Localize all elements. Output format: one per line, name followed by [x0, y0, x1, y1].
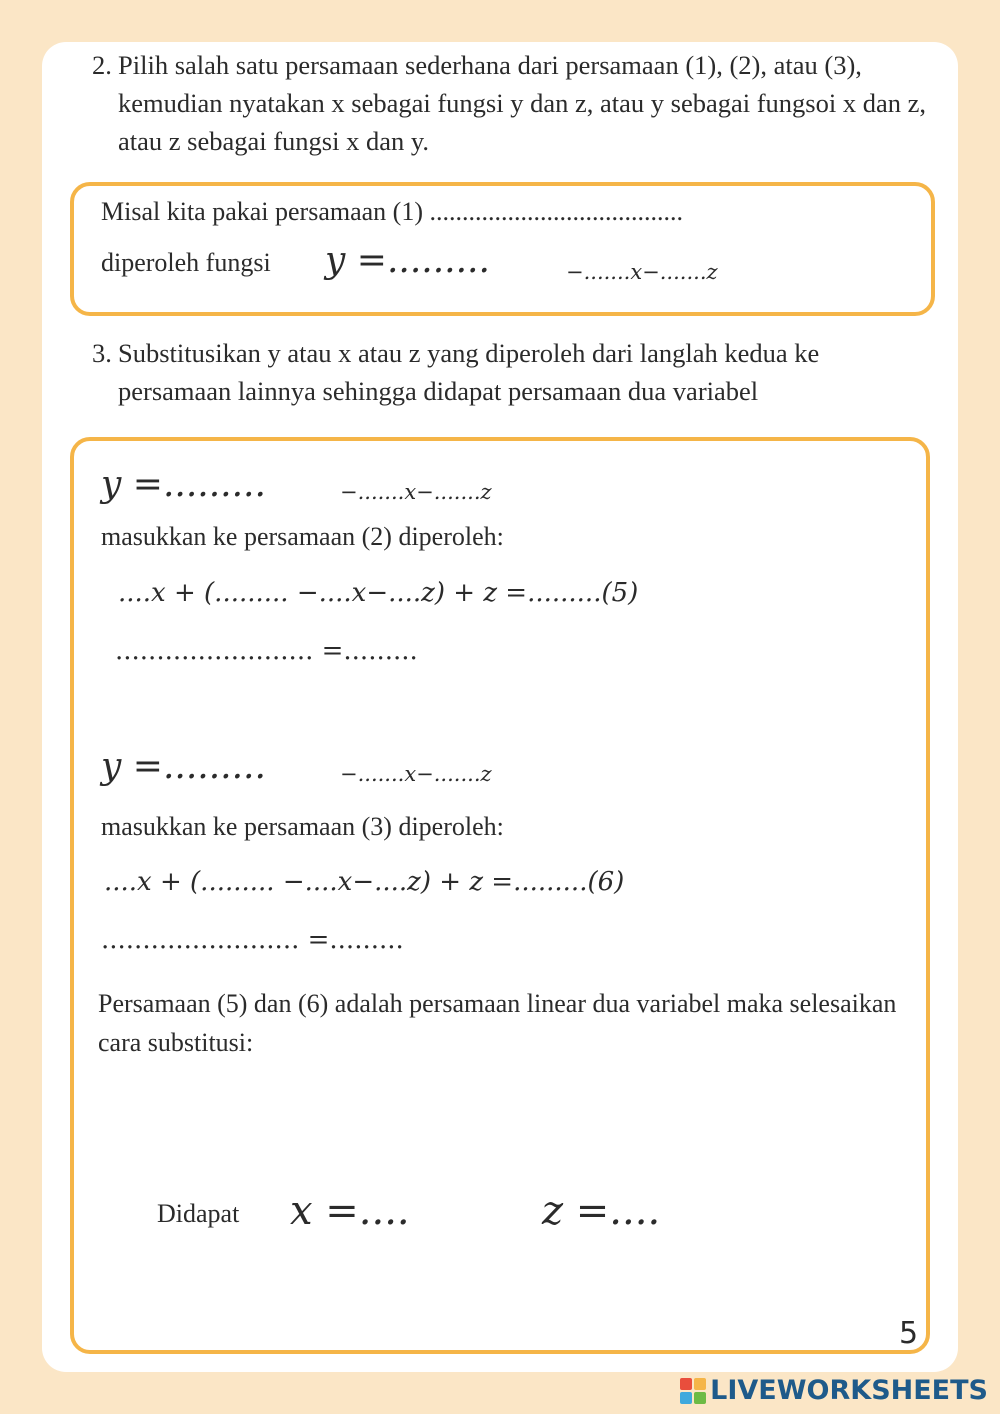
block-b-equation-6[interactable]: ....x + (......... −....x−....z) + z =.........(6)	[104, 867, 625, 897]
block-b-y-tail[interactable]: −.......x−.......z	[340, 762, 492, 786]
step-3-number: 3.	[92, 338, 112, 368]
brand-square-icon	[694, 1392, 706, 1404]
block-a-y-tail[interactable]: −.......x−.......z	[340, 480, 492, 504]
block-a-instruction: masukkan ke persamaan (2) diperoleh:	[101, 522, 504, 551]
x-result[interactable]: x =....	[290, 1188, 410, 1234]
conclusion-text: Persamaan (5) dan (6) adalah persamaan linear dua variabel maka selesaikan cara substitusi:	[98, 989, 897, 1057]
step-3-text: Substitusikan y atau x atau z yang diperoleh dari langlah kedua ke persamaan lainnya sehingga didapat persamaan dua variabel	[118, 338, 820, 406]
box1-y-equation[interactable]: y =.........	[325, 240, 490, 281]
step-2-text: Pilih salah satu persamaan sederhana dari persamaan (1), (2), atau (3), kemudian nyatakan x sebagai fungsi y dan z, atau y sebagai fungsoi x dan z, atau z sebagai fungsi x dan y.	[118, 50, 927, 156]
step-2-number: 2.	[92, 50, 112, 80]
brand-square-icon	[680, 1392, 692, 1404]
step-3	[92, 334, 952, 414]
block-b-instruction: masukkan ke persamaan (3) diperoleh:	[101, 812, 504, 841]
block-a-equation-5[interactable]: ....x + (......... −....x−....z) + z =.........(5)	[118, 578, 639, 608]
z-result[interactable]: z =....	[542, 1188, 661, 1234]
page-number: 5	[899, 1316, 919, 1351]
box1-line1: Misal kita pakai persamaan (1) .......................................	[101, 197, 683, 226]
block-b-y-equation[interactable]: y =.........	[101, 746, 266, 787]
block-a-equation-5-simplified[interactable]: ........................ =.........	[115, 636, 418, 666]
brand-name: LIVEWORKSHEETS	[710, 1375, 988, 1406]
brand-square-icon	[694, 1378, 706, 1390]
liveworksheets-logo[interactable]	[680, 1375, 988, 1406]
result-label: Didapat	[157, 1199, 240, 1228]
box1-label: diperoleh fungsi	[101, 248, 271, 277]
step-2	[92, 46, 952, 166]
block-a-y-equation[interactable]: y =.........	[101, 464, 266, 505]
block-b-equation-6-simplified[interactable]: ........................ =.........	[101, 925, 404, 955]
brand-square-icon	[680, 1378, 692, 1390]
box1-y-tail[interactable]: −.......x−.......z	[566, 260, 718, 284]
brand-icon	[680, 1378, 706, 1404]
